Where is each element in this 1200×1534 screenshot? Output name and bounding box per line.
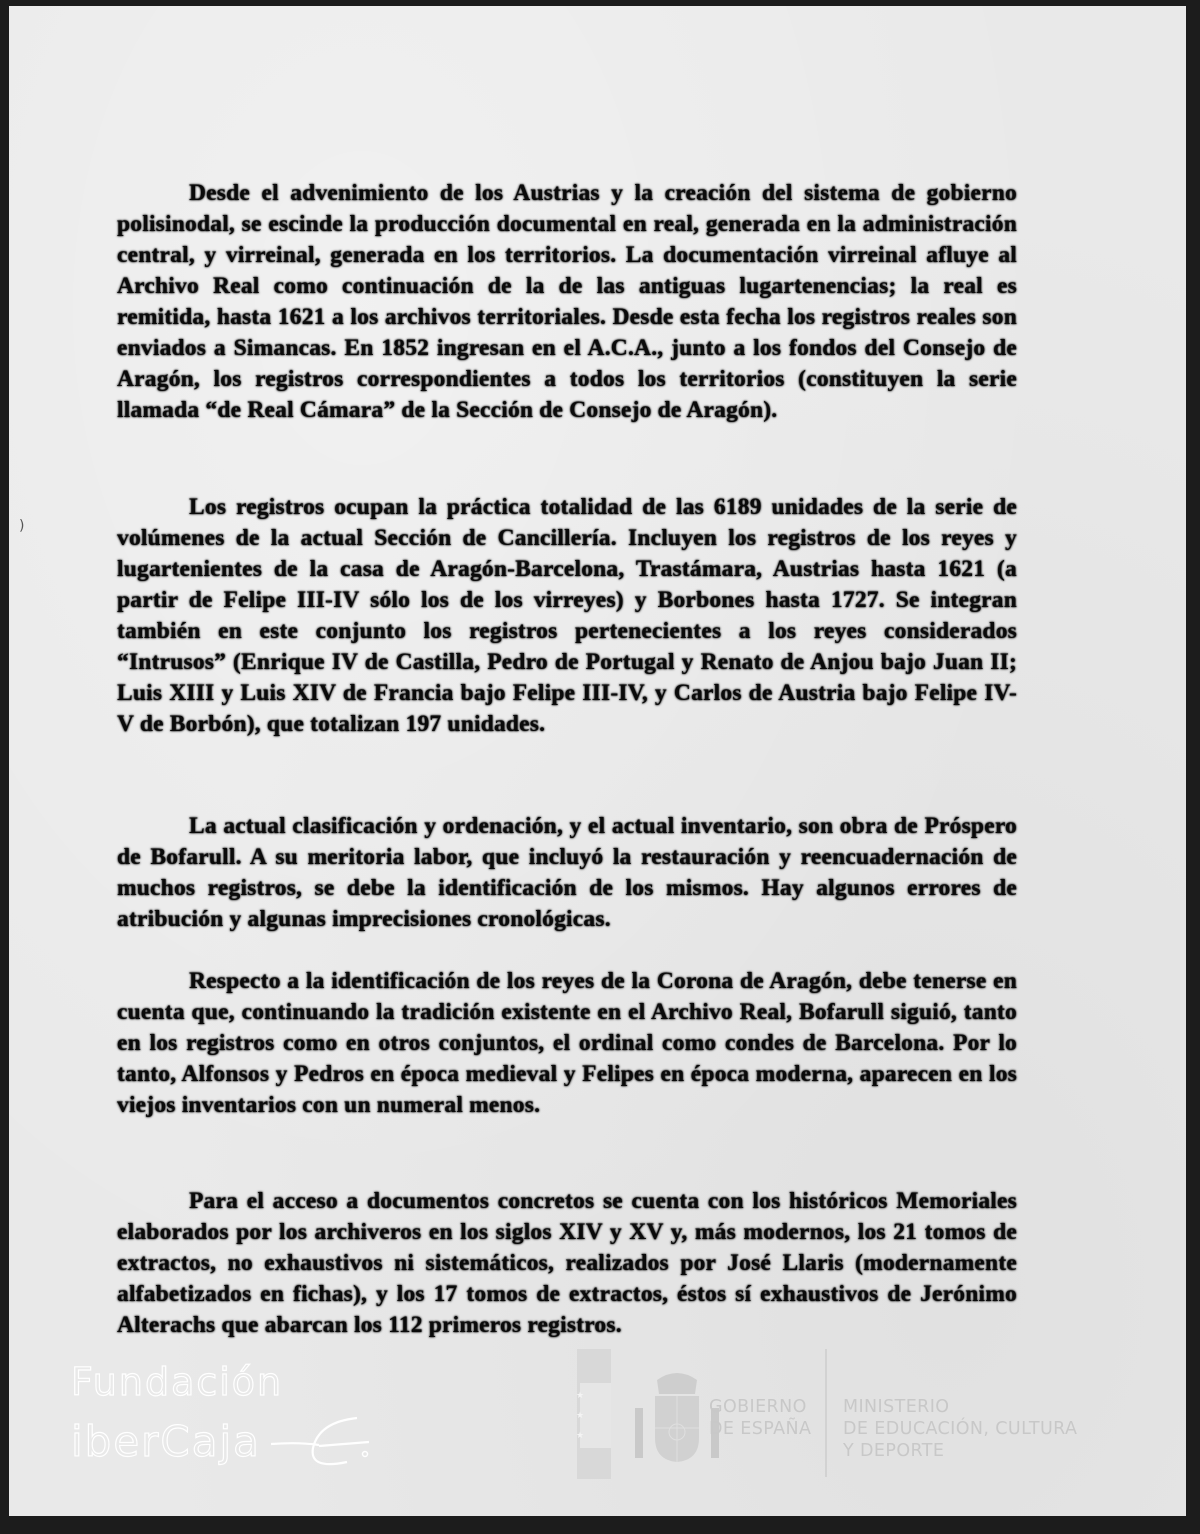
ibercaja-line2-row [71,1412,379,1472]
paragraph-austrias-registros [117,178,1017,426]
logo-divider [825,1349,827,1477]
gobierno-espana-label [709,1396,811,1440]
paragraph-identificacion-reyes [117,966,1017,1121]
paragraph-text: La actual clasificación y ordenación, y el actual inventario, son obra de Próspero de Bofarull. A su meritoria labor, que incluyó la restauración y reencuadernación de muchos registros, se debe la identificación de los mismos. Hay algunos errores de atribución y algunas imprecisiones cronológicas. [117,813,1017,932]
ministerio-line3: Y DEPORTE [843,1441,945,1461]
paragraph-bofarull-clasificacion [117,811,1017,935]
scan-edge-mark: ) [19,518,25,534]
star-icon: ★ [576,1431,585,1441]
star-icon: ★ [576,1391,585,1401]
ministerio-line2: DE EDUCACIÓN, CULTURA [843,1419,1078,1439]
paragraph-text: Respecto a la identificación de los reyes de la Corona de Aragón, debe tenerse en cuenta que, continuando la tradición existente en el Archivo Real, Bofarull siguió, tanto en los registros como en otros conjuntos, el ordinal como condes de Barcelona. Por lo tanto, Alfonsos y Pedros en época medieval y Felipes en época moderna, aparecen en los viejos inventarios con un numeral menos. [117,968,1017,1118]
gobierno-line2: DE ESPAÑA [709,1419,812,1439]
gobierno-line1: GOBIERNO [709,1397,807,1417]
ibercaja-line1: Fundación [71,1360,284,1404]
star-icon: ★ [576,1411,585,1421]
paragraph-registros-cancilleria [117,492,1017,740]
ibercaja-swoosh-icon [269,1412,379,1472]
paragraph-text: Para el acceso a documentos concretos se cuenta con los históricos Memoriales elaborados por los archiveros en los siglos XIV y XV y, más modernos, los 21 tomos de extractos, no exhaustivos ni sistemáticos, realizados por José Llaris (modernamente alfabetizados en fichas), y los 17 tomos de extractos, éstos sí exhaustivos de Jerónimo Alterachs que abarcan los 112 primeros registros. [117,1188,1017,1338]
paragraph-text: Los registros ocupan la práctica totalidad de las 6189 unidades de la serie de volúmenes de la actual Sección de Cancillería. Incluyen los registros de los reyes y lugartenientes de la casa de Aragón-Barcelona, Trastámara, Austrias hasta 1621 (a partir de Felipe III-IV sólo los de los virreyes) y Borbones hasta 1727. Se integran también en este conjunto los registros pertenecientes a los reyes considerados “Intrusos” (Enrique IV de Castilla, Pedro de Portugal y Renato de Anjou bajo Juan II; Luis XIII y Luis XIV de Francia bajo Felipe III-IV, y Carlos de Austria bajo Felipe IV-V de Borbón), que totalizan 197 unidades. [117,494,1017,737]
ibercaja-line2: iberCaja [71,1417,261,1466]
spain-government-flag-bar [577,1349,611,1479]
paragraph-acceso-documentos [117,1186,1017,1341]
ministerio-label [843,1396,1077,1462]
scanned-page [9,6,1186,1516]
ibercaja-watermark [71,1362,379,1472]
ministerio-line1: MINISTERIO [843,1397,950,1417]
paragraph-text: Desde el advenimiento de los Austrias y la creación del sistema de gobierno polisinodal, se escinde la producción documental en real, generada en la administración central, y virreinal, generada en los territorios. La documentación virreinal afluye al Archivo Real como continuación de la de las antiguas lugartenencias; la real es remitida, hasta 1621 a los archivos territoriales. Desde esta fecha los registros reales son enviados a Simancas. En 1852 ingresan en el A.C.A., junto a los fondos del Consejo de Aragón, los registros correspondientes a todos los territorios (constituyen la serie llamada “de Real Cámara” de la Sección de Consejo de Aragón). [117,180,1017,423]
